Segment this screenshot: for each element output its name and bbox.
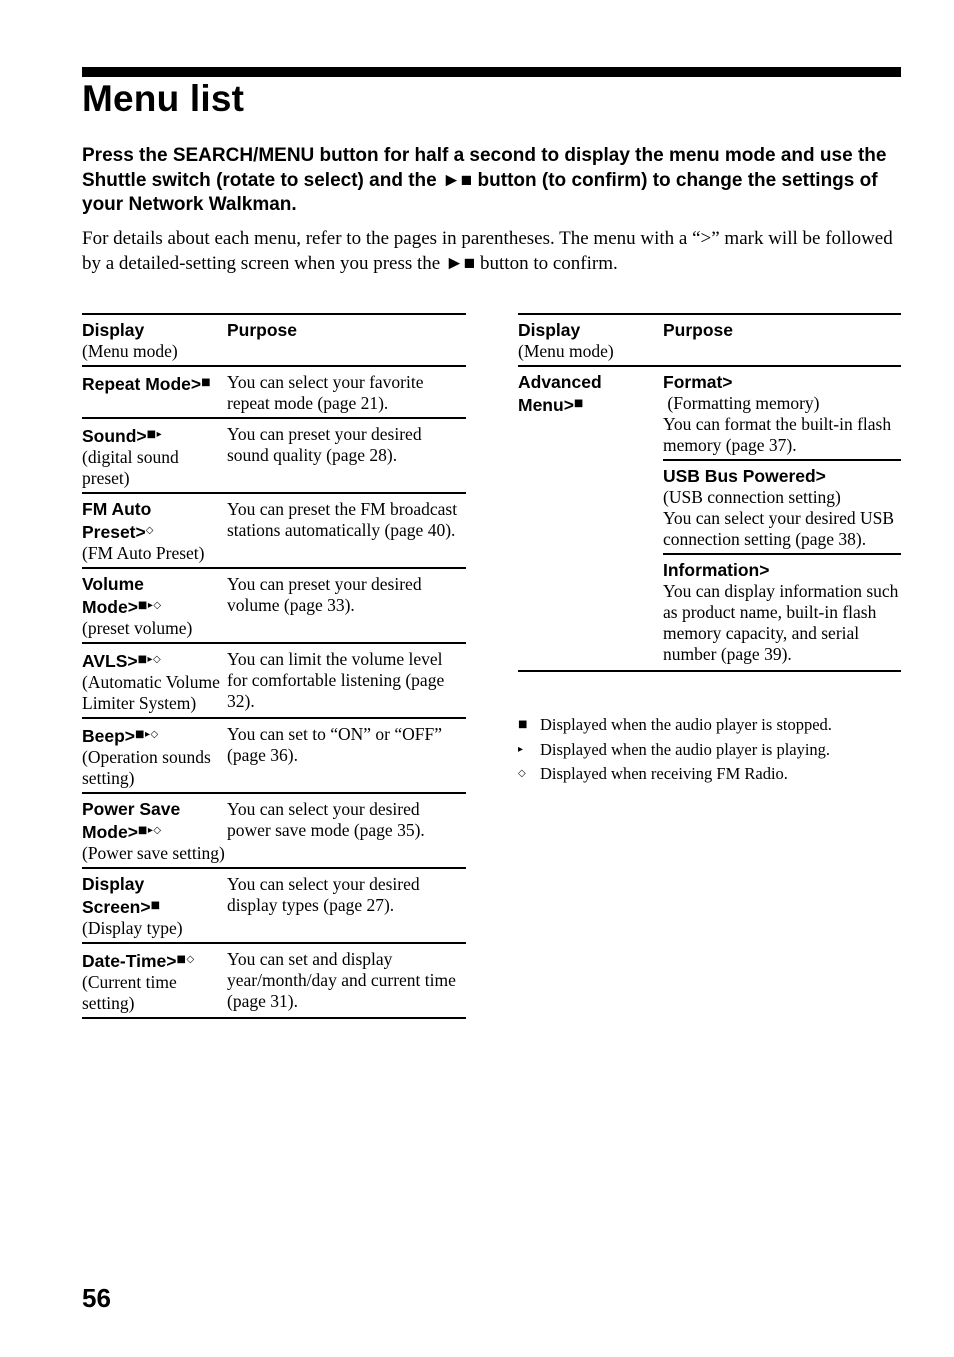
header-display-cell (82, 314, 227, 366)
purpose-cell (227, 568, 466, 643)
menu-item-name: Sound>■▸ (82, 426, 163, 446)
display-cell (82, 868, 227, 943)
availability-marks: ◇ (145, 525, 154, 536)
menu-item-name: Repeat Mode>■ (82, 374, 212, 394)
legend-item (518, 762, 918, 787)
display-cell (82, 643, 227, 718)
header-purpose-cell (663, 314, 901, 366)
title-rule (82, 67, 901, 77)
legend-text: Displayed when the audio player is playing. (540, 739, 831, 759)
fm-diamond-icon: ◇ (518, 768, 526, 779)
menu-item-sub: (FM Auto Preset) (82, 543, 205, 563)
menu-item-sub: (Current time setting) (82, 972, 177, 1013)
header-display-sub: (Menu mode) (82, 341, 178, 361)
table-row (82, 793, 466, 868)
submenu-title: USB Bus Powered> (663, 466, 826, 486)
purpose-cell (227, 418, 466, 493)
legend-text: Displayed when receiving FM Radio. (540, 764, 788, 783)
table-header-row (82, 314, 466, 366)
header-display-label: Display (518, 320, 581, 340)
availability-marks: ■▸◇ (137, 825, 162, 836)
display-cell (82, 418, 227, 493)
purpose-cell (227, 718, 466, 793)
stop-square-icon: ■ (518, 719, 528, 730)
menu-table-left-body (82, 366, 466, 1018)
purpose-cell (227, 793, 466, 868)
submenu-title: Format> (663, 372, 733, 392)
submenu-format (663, 367, 901, 461)
menu-item-name: Date-Time>■◇ (82, 951, 195, 971)
advanced-menu-name: Advanced Menu>■ (518, 372, 602, 415)
menu-table-left (82, 313, 466, 1019)
play-triangle-icon: ▸ (518, 743, 524, 755)
menu-item-sub: (Display type) (82, 918, 183, 938)
legend-item (518, 713, 918, 738)
purpose-cell (227, 366, 466, 418)
page-number: 56 (82, 1283, 111, 1313)
purpose-text: You can set to “ON” or “OFF” (page 36). (227, 724, 442, 765)
display-cell (82, 943, 227, 1018)
submenu-desc: You can format the built-in flash memory (page 37). (663, 414, 892, 455)
purpose-text: You can select your desired display types (page 27). (227, 874, 420, 915)
menu-item-sub: (preset volume) (82, 618, 193, 638)
symbol-legend (518, 713, 918, 787)
purpose-text: You can preset your desired sound quality (page 28). (227, 424, 422, 465)
display-cell (82, 366, 227, 418)
advanced-menu-purpose-cell (663, 366, 901, 671)
lead-paragraph: Press the SEARCH/MENU button for half a second to display the menu mode and use the Shuttle switch (rotate to select) and the ►■ button (to confirm) to change the settings of your Network Walkman. (82, 145, 887, 215)
table-header-row (518, 314, 901, 366)
menu-item-sub: (Power save setting) (82, 843, 225, 863)
availability-marks: ■ (201, 377, 212, 388)
menu-table-right (518, 313, 901, 672)
advanced-menu-display-cell (518, 366, 663, 671)
availability-marks: ■▸ (146, 429, 163, 440)
header-purpose-label: Purpose (663, 320, 734, 340)
table-row (82, 493, 466, 568)
submenu-desc: You can select your desired USB connection setting (page 38). (663, 508, 895, 549)
menu-item-sub: (Automatic Volume Limiter System) (82, 672, 220, 713)
header-display-cell (518, 314, 663, 366)
display-cell (82, 493, 227, 568)
intro-paragraph: For details about each menu, refer to the pages in parentheses. The menu with a “>” mark will be followed by a detailed-setting screen when you press the ►■ button to confirm. (82, 228, 893, 274)
table-row (82, 418, 466, 493)
availability-marks: ■ (150, 900, 161, 911)
table-row (82, 943, 466, 1018)
purpose-text: You can set and display year/month/day and current time (page 31). (227, 949, 456, 1011)
purpose-cell (227, 943, 466, 1018)
display-cell (82, 718, 227, 793)
legend-text: Displayed when the audio player is stopped. (540, 715, 832, 734)
page-title: Menu list (82, 78, 245, 119)
submenu-sub: (USB connection setting) (663, 487, 841, 507)
menu-item-name: FM Auto Preset>◇ (82, 499, 154, 542)
table-row (82, 643, 466, 718)
availability-marks: ■◇ (176, 954, 195, 965)
submenu-desc: You can display information such as product name, built-in flash memory capacity, and serial number (page 39). (663, 581, 899, 664)
header-display-sub: (Menu mode) (518, 341, 614, 361)
purpose-cell (227, 493, 466, 568)
submenu-title: Information> (663, 560, 770, 580)
purpose-text: You can preset your desired volume (page 33). (227, 574, 422, 615)
display-cell (82, 793, 227, 868)
submenu-information (663, 555, 901, 670)
table-row-advanced-menu (518, 366, 901, 671)
submenu-usb-bus-powered (663, 461, 901, 555)
menu-item-name: Power Save Mode>■▸◇ (82, 799, 181, 842)
purpose-cell (227, 643, 466, 718)
table-row (82, 718, 466, 793)
availability-marks: ■▸◇ (137, 600, 162, 611)
purpose-text: You can select your favorite repeat mode (page 21). (227, 372, 424, 413)
purpose-text: You can select your desired power save mode (page 35). (227, 799, 425, 840)
availability-marks: ■▸◇ (135, 729, 159, 740)
header-display-label: Display (82, 320, 145, 340)
legend-item (518, 738, 918, 763)
header-purpose-label: Purpose (227, 320, 298, 340)
menu-item-name: Display Screen>■ (82, 874, 161, 917)
table-row (82, 568, 466, 643)
table-row (82, 366, 466, 418)
menu-item-name: Volume Mode>■▸◇ (82, 574, 162, 617)
menu-item-sub: (Operation sounds setting) (82, 747, 211, 788)
menu-item-name: Beep>■▸◇ (82, 726, 159, 746)
purpose-text: You can preset the FM broadcast stations automatically (page 40). (227, 499, 458, 540)
purpose-cell (227, 868, 466, 943)
purpose-text: You can limit the volume level for comfortable listening (page 32). (227, 649, 445, 711)
table-row (82, 868, 466, 943)
availability-marks: ■ (573, 398, 584, 409)
menu-item-sub: (digital sound preset) (82, 447, 179, 488)
availability-marks: ■▸◇ (137, 654, 162, 665)
submenu-sub: (Formatting memory) (663, 393, 820, 413)
display-cell (82, 568, 227, 643)
header-purpose-cell (227, 314, 466, 366)
menu-item-name: AVLS>■▸◇ (82, 651, 162, 671)
